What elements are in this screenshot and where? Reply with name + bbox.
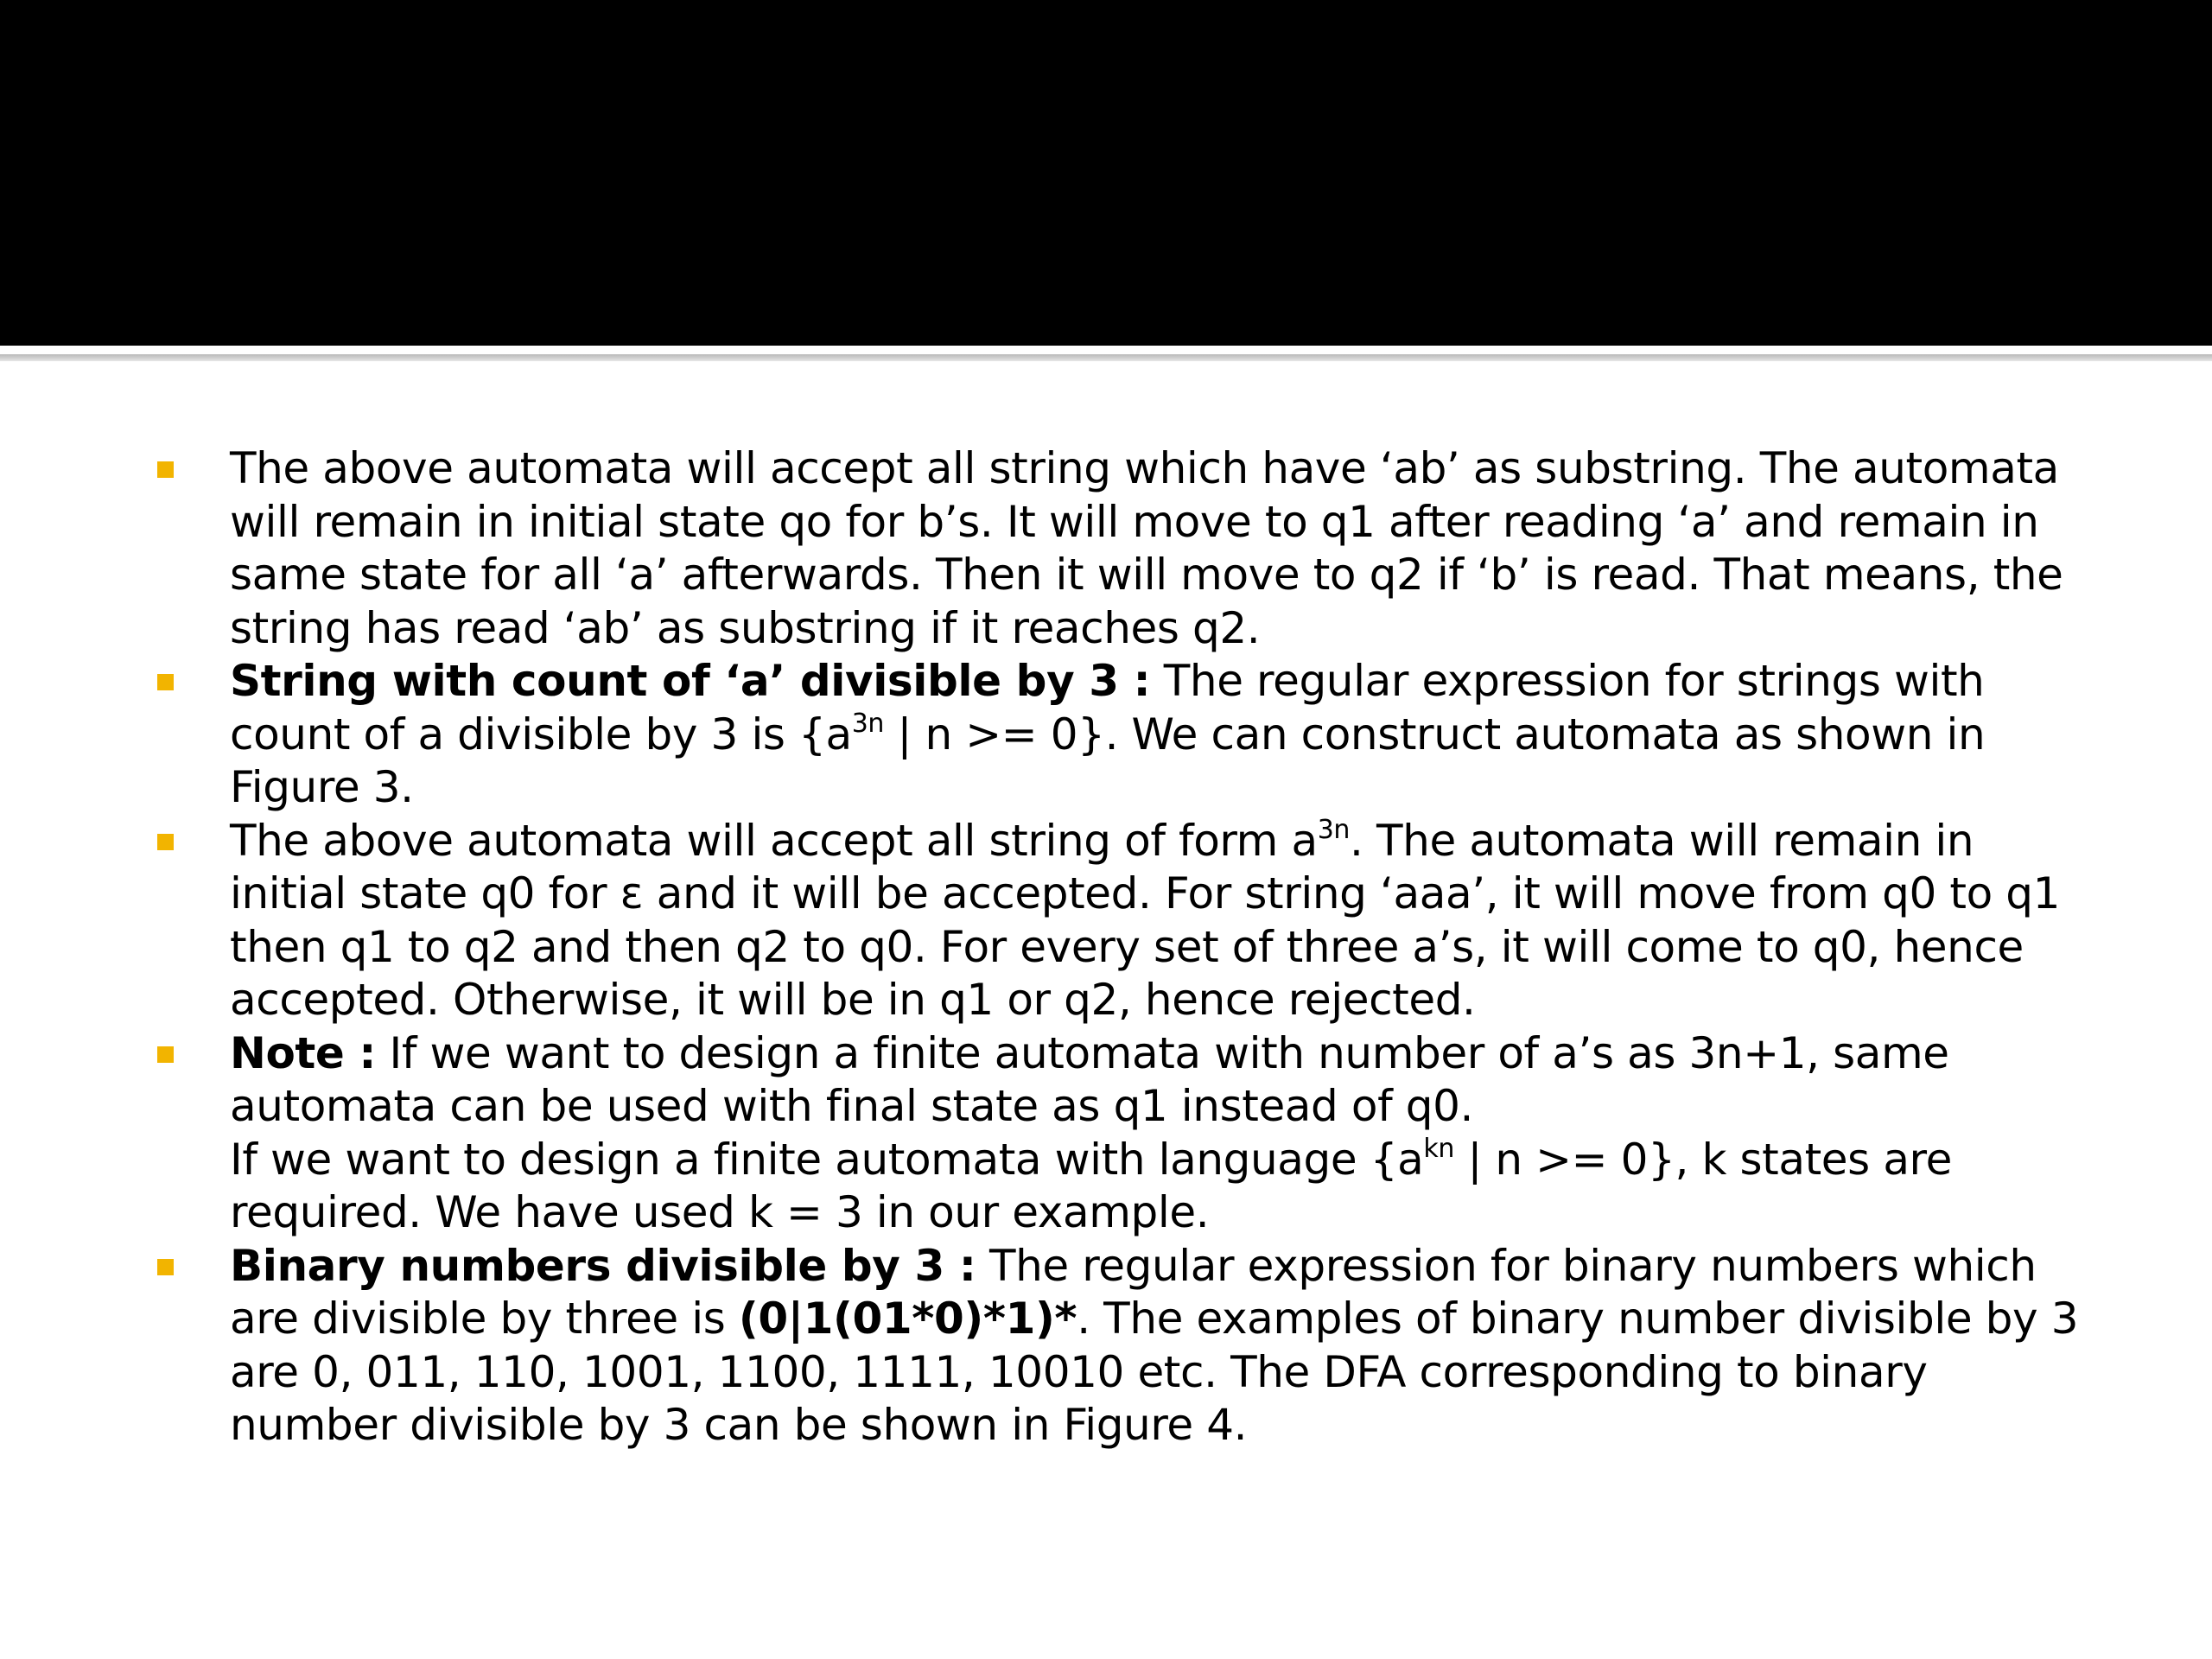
bullet-item-binary-divisible-by-3 — [147, 1240, 2082, 1452]
bullet-item-a3n-explanation — [147, 815, 2082, 1027]
bullet-text: If we want to design a finite automata with number of a’s as 3n+1, same automata can be used with final state as q1 instead of q0. — [230, 1027, 1949, 1131]
bullet-heading: Binary numbers divisible by 3 : — [230, 1240, 976, 1291]
exponent: 3n — [851, 708, 885, 739]
square-bullet-icon — [157, 1259, 174, 1275]
bullet-text-continued: | n >= 0}. We can construct automata as shown in Figure 3. — [230, 709, 1986, 812]
slide-header-band — [0, 0, 2212, 346]
bullet-text-continued: . The examples of binary number divisible by 3 are 0, 011, 110, 1001, 1100, 1111, 10010 etc. The DFA corresponding to binary number divisible by 3 can be shown in Figure 4. — [230, 1294, 2079, 1450]
bullet-text: The regular expression for strings with count of a divisible by 3 is {a — [230, 656, 1985, 760]
bullet-text-continued: . The automata will remain in initial state q0 for ε and it will be accepted. For string ‘aaa’, it will move from q0 to q1 then q1 to q2 and then q2 to q0. For every set of three a’s, it will come to q0, hence accepted. Otherwise, it will be in q1 or q2, hence rejected. — [230, 815, 2061, 1025]
exponent: kn — [1423, 1133, 1454, 1164]
bullet-heading: Note : — [230, 1027, 377, 1078]
bullet-item-ab-substring — [147, 442, 2082, 655]
square-bullet-icon — [157, 834, 174, 850]
bullet-item-note — [147, 1027, 2082, 1240]
header-divider — [0, 354, 2212, 361]
bullet-text-continued: | n >= 0}, k states are required. We have used k = 3 in our example. — [230, 1134, 1952, 1237]
bullet-text: The above automata will accept all string which have ‘ab’ as substring. The automata will remain in initial state qo for b’s. It will move to q1 after reading ‘a’ and remain in same state for all ‘a’ afterwards. Then it will move to q2 if ‘b’ is read. That means, the string has read ‘ab’ as substring if it reaches q2. — [230, 443, 2063, 653]
bullet-heading: String with count of ‘a’ divisible by 3 : — [230, 656, 1151, 706]
bullet-text-second-line: If we want to design a finite automata with language {a — [230, 1134, 1424, 1185]
bullet-item-divisible-by-3 — [147, 655, 2082, 815]
square-bullet-icon — [157, 674, 174, 690]
square-bullet-icon — [157, 1046, 174, 1063]
regex-formula: (0|1(01*0)*1)* — [738, 1294, 1077, 1344]
bullet-text: The above automata will accept all string of form a — [230, 815, 1318, 866]
square-bullet-icon — [157, 461, 174, 478]
exponent: 3n — [1317, 814, 1351, 845]
bullet-text: The regular expression for binary numbers which are divisible by three is — [230, 1240, 2037, 1344]
slide-body — [147, 442, 2082, 1452]
